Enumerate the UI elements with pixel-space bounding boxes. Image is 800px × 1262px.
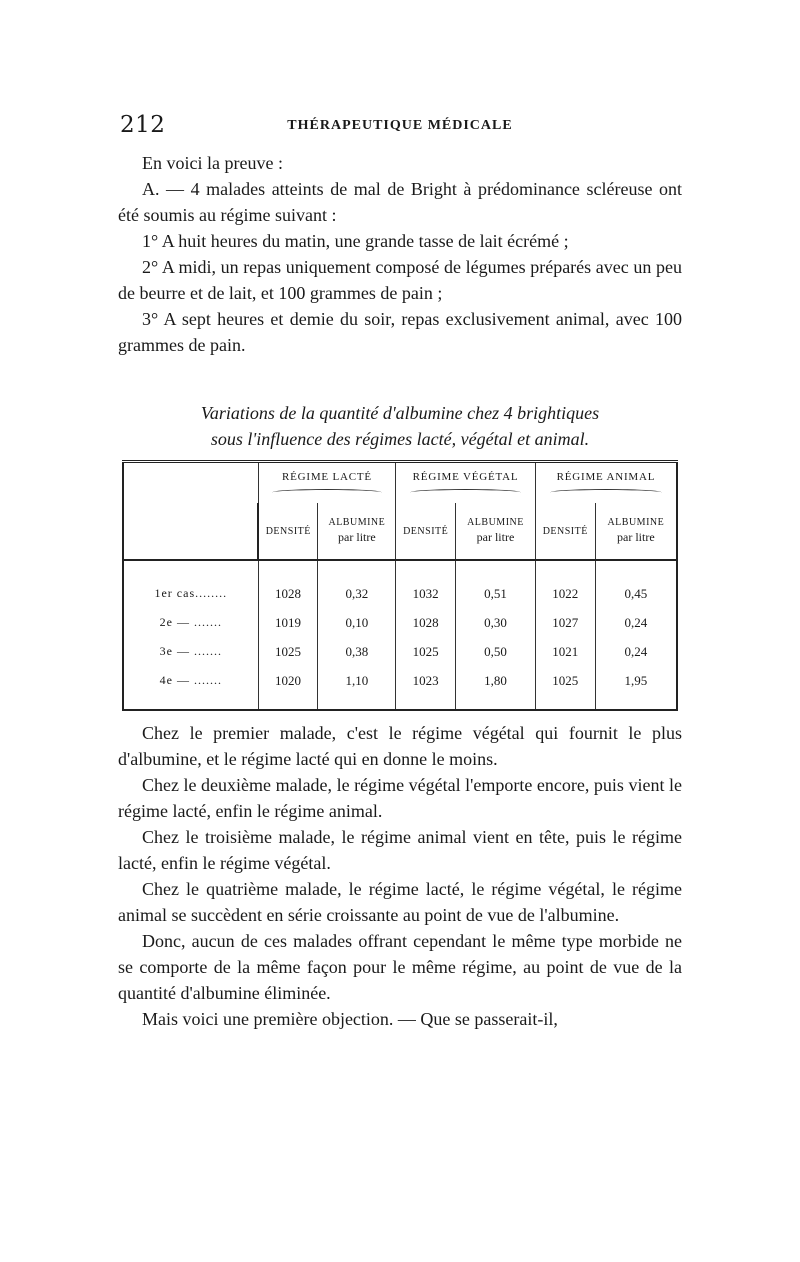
paragraph: 3° A sept heures et demie du soir, repas exclusivement animal, avec 100 grammes de pain. (118, 309, 682, 355)
density-header: DENSITÉ (258, 503, 318, 560)
intro-text (118, 150, 682, 358)
table-cell: 0,38 (318, 637, 396, 666)
table-cell: 1023 (396, 666, 456, 710)
running-head (120, 112, 680, 142)
paragraph: 2° A midi, un repas uniquement composé de légumes préparés avec un peu de beurre et de lait, et 100 grammes de pain ; (118, 257, 682, 303)
table-cell: 1020 (258, 666, 318, 710)
table-cell: 0,50 (456, 637, 536, 666)
group-label: RÉGIME ANIMAL (556, 470, 656, 483)
paragraph: A. — 4 malades atteints de mal de Bright à prédominance scléreuse ont été soumis au régime suivant : (118, 179, 682, 225)
brace-mark (410, 489, 521, 496)
table-cell: 0,30 (456, 608, 536, 637)
paragraph: Chez le premier malade, c'est le régime végétal qui fournit le plus d'albumine, et le régime lacté qui en donne le moins. (118, 723, 682, 769)
group-header-row (123, 462, 677, 504)
table-cell: 1027 (535, 608, 595, 637)
table-row (123, 560, 677, 608)
paragraph: En voici la preuve : (142, 153, 283, 173)
running-title: THÉRAPEUTIQUE MÉDICALE (287, 118, 513, 133)
table-caption (118, 400, 682, 452)
table-cell: 1021 (535, 637, 595, 666)
albumine-header: ALBUMINE par litre (456, 503, 536, 560)
row-label: 4e — ....... (123, 666, 258, 710)
table-cell: 1022 (535, 560, 595, 608)
density-header: DENSITÉ (396, 503, 456, 560)
caption-line: sous l'influence des régimes lacté, végétal et animal. (210, 429, 590, 449)
table-row (123, 608, 677, 637)
table-cell: 0,32 (318, 560, 396, 608)
table-cell: 1,95 (595, 666, 677, 710)
table-cell: 1,10 (318, 666, 396, 710)
table-cell: 1025 (535, 666, 595, 710)
table-cell: 0,10 (318, 608, 396, 637)
table-cell: 1,80 (456, 666, 536, 710)
corner-cell (123, 462, 258, 561)
paragraph: Chez le quatrième malade, le régime lacté, le régime végétal, le régime animal se succèdent en série croissante au point de vue de l'albumine. (118, 879, 682, 925)
group-header (535, 462, 677, 504)
table-cell: 0,24 (595, 637, 677, 666)
page-number: 212 (120, 112, 166, 138)
row-label: 1er cas........ (123, 560, 258, 608)
table-row (123, 666, 677, 710)
group-header (396, 462, 536, 504)
table-row (123, 637, 677, 666)
caption-line: Variations de la quantité d'albumine chez 4 brightiques (200, 403, 600, 423)
brace-mark (550, 489, 662, 496)
table-cell: 1032 (396, 560, 456, 608)
data-table (122, 460, 678, 711)
brace-mark (272, 489, 381, 496)
table-cell: 1028 (258, 560, 318, 608)
body-text (118, 720, 682, 1032)
table-cell: 0,24 (595, 608, 677, 637)
table-cell: 1025 (396, 637, 456, 666)
density-header: DENSITÉ (535, 503, 595, 560)
albumine-header: ALBUMINE par litre (595, 503, 677, 560)
paragraph: 1° A huit heures du matin, une grande tasse de lait écrémé ; (142, 231, 569, 251)
group-header (258, 462, 396, 504)
paragraph: Mais voici une première objection. — Que se passerait-il, (142, 1009, 558, 1029)
table-cell: 1025 (258, 637, 318, 666)
group-label: RÉGIME LACTÉ (281, 470, 372, 483)
table-cell: 1019 (258, 608, 318, 637)
paragraph: Donc, aucun de ces malades offrant cependant le même type morbide ne se comporte de la même façon pour le même régime, au point de vue de la quantité d'albumine éliminée. (118, 931, 682, 1003)
paragraph: Chez le troisième malade, le régime animal vient en tête, puis le régime lacté, enfin le régime végétal. (118, 827, 682, 873)
albumine-header: ALBUMINE par litre (318, 503, 396, 560)
group-label: RÉGIME VÉGÉTAL (412, 470, 519, 483)
table-cell: 1028 (396, 608, 456, 637)
table-cell: 0,51 (456, 560, 536, 608)
paragraph: Chez le deuxième malade, le régime végétal l'emporte encore, puis vient le régime lacté, enfin le régime animal. (118, 775, 682, 821)
albumine-table (122, 460, 678, 708)
row-label: 3e — ....... (123, 637, 258, 666)
table-cell: 0,45 (595, 560, 677, 608)
row-label: 2e — ....... (123, 608, 258, 637)
